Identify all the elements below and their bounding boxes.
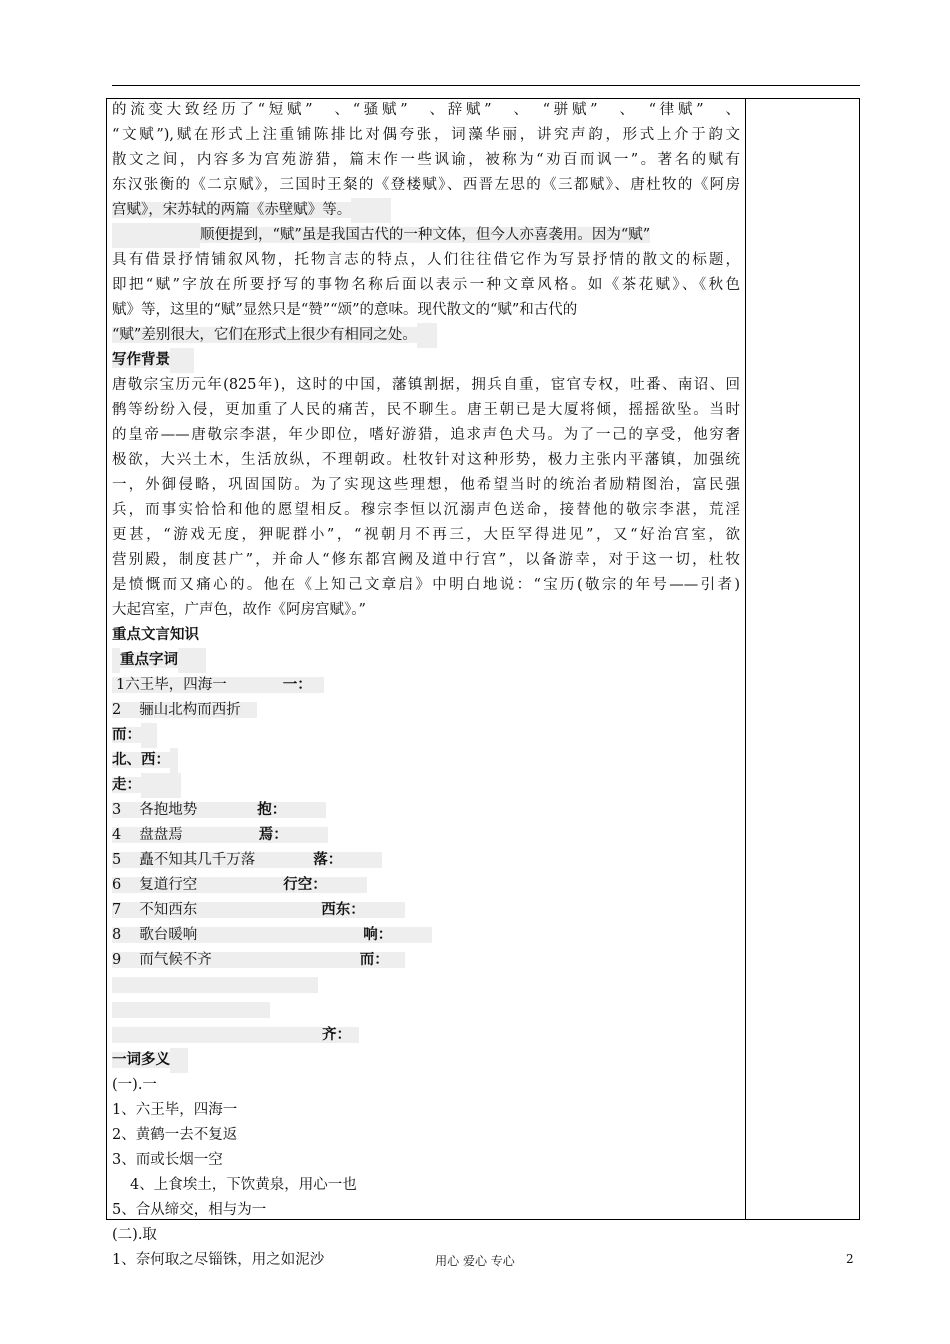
intro-text: 宫赋》，宋苏轼的两篇《赤壁赋》等。 <box>112 202 352 218</box>
vocab-item <box>112 998 740 1023</box>
knowledge-heading: 重点文言知识 <box>112 627 199 643</box>
vocab-key: 走： <box>112 777 141 793</box>
vocab-extra <box>112 1023 740 1048</box>
header-rule <box>112 85 860 86</box>
intro-line <box>112 223 740 248</box>
vocab-key: 行空： <box>283 877 327 893</box>
polysemy-heading-line <box>112 1048 740 1073</box>
vocab-item <box>112 673 740 698</box>
footer-slogan: 用心 爱心 专心 <box>435 1254 515 1268</box>
polysemy-item-text: 4、上食埃土，下饮黄泉，用心一也 <box>130 1177 357 1193</box>
background-line: 鹘等纷纷入侵，更加重了人民的痛苦，民不聊生。唐王朝已是大厦将倾，摇摇欲坠。当时 <box>112 402 740 418</box>
intro-line: 的流变大致经历了“短赋” 、“骚赋” 、辞赋” 、 “骈赋” 、 “律赋” 、 <box>112 102 740 118</box>
polysemy-item: 1、奈何取之尽锱铢，用之如泥沙 <box>112 1252 325 1268</box>
vocab-key: 而： <box>359 952 389 968</box>
subheading-line <box>112 648 740 673</box>
vocab-item <box>112 698 740 723</box>
polysemy-item: 2、黄鹤一去不复返 <box>112 1127 238 1143</box>
section-heading-background <box>112 348 740 373</box>
vocab-extra <box>112 773 740 798</box>
vocab-item <box>112 823 740 848</box>
vocab-num: 9 <box>112 952 122 968</box>
intro-line: 散文之间，内容多为宫苑游猎，篇末作一些讽谕，被称为“劝百而讽一”。著名的赋有 <box>112 152 740 168</box>
polysemy-group-title: (二).取 <box>112 1227 157 1243</box>
vocab-text: 各抱地势 <box>139 802 198 818</box>
background-line: 大起宫室，广声色，故作《阿房宫赋》。” <box>112 602 366 618</box>
vocab-num: 5 <box>112 852 122 868</box>
vocab-text: 歌台暖响 <box>139 927 198 943</box>
vocab-key: 抱： <box>257 802 287 818</box>
polysemy-item: 3、而或长烟一空 <box>112 1152 223 1168</box>
vocab-extra <box>112 748 740 773</box>
vocab-text: 而气候不齐 <box>139 952 212 968</box>
vocab-num: 7 <box>112 902 122 918</box>
vocab-extra <box>112 723 740 748</box>
vocab-item <box>112 873 740 898</box>
vocab-key: 北、西： <box>112 752 170 768</box>
vocab-key: 西东： <box>321 902 365 918</box>
background-line: 的皇帝——唐敬宗李湛，年少即位，嗜好游猎，追求声色犬马。为了一己的享受，他穷奢 <box>112 427 740 443</box>
vocab-key: 焉： <box>258 827 288 843</box>
page-footer <box>0 1252 950 1272</box>
intro-text: 顺便提到，“赋”虽是我国古代的一种文体，但今人亦喜袭用。因为“赋” <box>200 227 651 243</box>
vocab-num: 3 <box>112 802 122 818</box>
table-column-divider <box>745 98 746 1220</box>
vocab-text: 骊山北构而西折 <box>139 702 241 718</box>
vocab-num: 8 <box>112 927 122 943</box>
intro-line <box>112 198 740 223</box>
intro-line: 即把“赋”字放在所要抒写的事物名称后面以表示一种文章风格。如《茶花赋》、《秋色 <box>112 277 740 293</box>
vocab-text: 盘盘焉 <box>139 827 183 843</box>
intro-text: “赋”差别很大，它们在形式上很少有相同之处。 <box>112 327 417 343</box>
background-line: 一，外御侵略，巩固国防。为了实现这些理想，他希望当时的统治者励精图治，富民强 <box>112 477 740 493</box>
intro-line: 东汉张衡的《二京赋》，三国时王粲的《登楼赋》、西晋左思的《三都赋》、唐杜牧的《阿房 <box>112 177 740 193</box>
vocab-num: 6 <box>112 877 122 893</box>
intro-line: 具有借景抒情铺叙风物，托物言志的特点，人们往往借它作为写景抒情的散文的标题， <box>112 252 740 268</box>
background-line: 营别殿，制度甚广”，并命人“修东都宫阙及道中行宫”，以备游幸，对于这一切，杜牧 <box>112 552 740 568</box>
vocab-text: 矗不知其几千万落 <box>139 852 256 868</box>
vocab-key: 响： <box>363 927 393 943</box>
polysemy-group-title: (一).一 <box>112 1077 157 1093</box>
background-line: 更甚，“游戏无度，狎昵群小”，“视朝月不再三，大臣罕得进见”，又“好治宫室，欲 <box>112 527 740 543</box>
background-line: 是愤慨而又痛心的。他在《上知己文章启》中明白地说：“宝历(敬宗的年号——引者) <box>112 577 740 593</box>
vocab-key: 而： <box>112 727 141 743</box>
vocab-text: 六王毕，四海一 <box>125 677 227 693</box>
polysemy-item <box>112 1173 740 1198</box>
vocab-text: 不知西东 <box>139 902 198 918</box>
vocab-num: 4 <box>112 827 122 843</box>
vocab-item <box>112 848 740 873</box>
vocab-item <box>112 798 740 823</box>
intro-line: “文赋”),赋在形式上注重铺陈排比对偶夸张，词藻华丽，讲究声韵，形式上介于韵文 <box>112 127 740 143</box>
background-line: 唐敬宗宝历元年(825年)，这时的中国，藩镇割据，拥兵自重，宦官专权，吐番、南诏、回 <box>112 377 740 393</box>
vocab-key: 落： <box>313 852 343 868</box>
vocab-num: 2 <box>112 702 122 718</box>
main-cell <box>112 98 740 1273</box>
intro-line: 赋》等，这里的“赋”显然只是“赞”“颂”的意味。现代散文的“赋”和古代的 <box>112 302 578 318</box>
vocab-item <box>112 973 740 998</box>
knowledge-subheading: 重点字词 <box>120 652 178 668</box>
polysemy-item: 1、六王毕，四海一 <box>112 1102 238 1118</box>
intro-line <box>112 323 740 348</box>
polysemy-item: 5、合从缔交，相与为一 <box>112 1202 267 1218</box>
background-line: 极欲，大兴土木，生活放纵，不理朝政。杜牧针对这种形势，极力主张内平藩镇，加强统 <box>112 452 740 468</box>
page-number: 2 <box>846 1252 854 1266</box>
vocab-item <box>112 923 740 948</box>
vocab-item <box>112 948 740 973</box>
vocab-key: 齐： <box>322 1027 351 1043</box>
polysemy-heading: 一词多义 <box>112 1052 170 1068</box>
vocab-num: 1 <box>116 677 126 693</box>
vocab-text: 复道行空 <box>139 877 198 893</box>
vocab-item <box>112 898 740 923</box>
background-heading: 写作背景 <box>112 352 170 368</box>
vocab-key: 一： <box>282 677 312 693</box>
background-line: 兵，而事实恰恰和他的愿望相反。穆宗李恒以沉溺声色送命，接替他的敬宗李湛，荒淫 <box>112 502 740 518</box>
